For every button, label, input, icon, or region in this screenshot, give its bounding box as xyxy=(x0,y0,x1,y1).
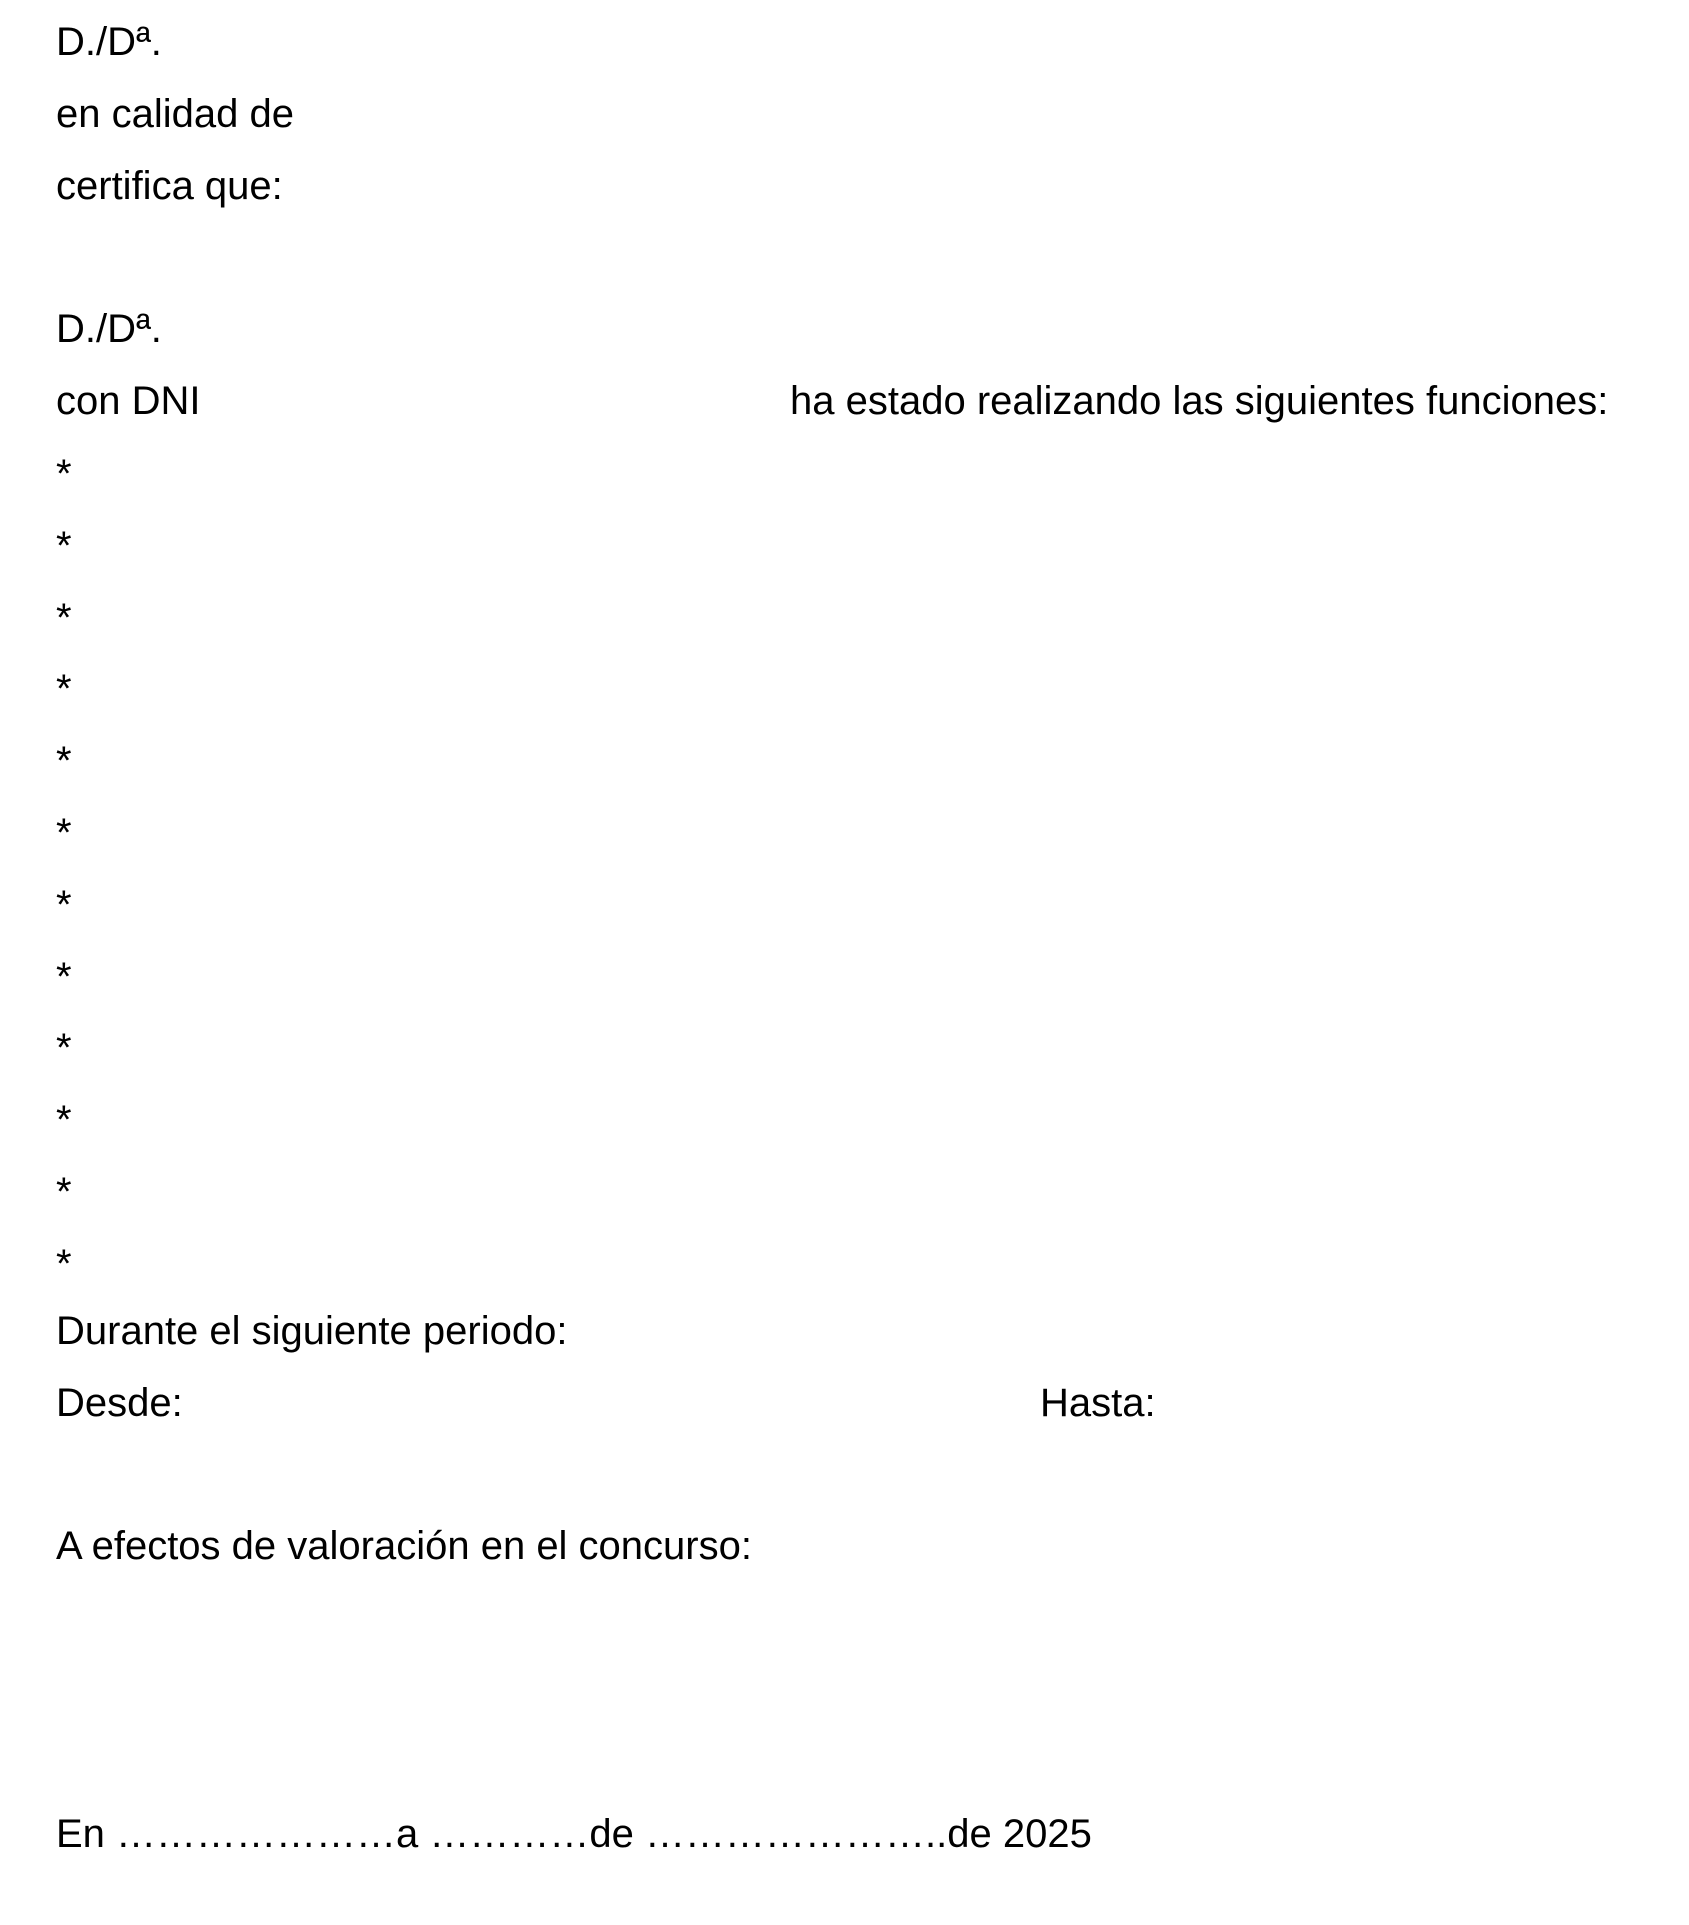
purpose-text: A efectos de valoración en el concurso: xyxy=(56,1524,752,1568)
function-bullet: * xyxy=(56,667,72,711)
function-bullet: * xyxy=(56,452,72,496)
period-from-label: Desde: xyxy=(56,1381,183,1425)
signature-place-date-line: En …………………a …………de …………………..de 2025 xyxy=(56,1812,1092,1856)
function-bullet: * xyxy=(56,1242,72,1286)
function-bullet: * xyxy=(56,1026,72,1070)
function-bullet: * xyxy=(56,1098,72,1142)
certifier-capacity-label: en calidad de xyxy=(56,92,294,136)
certifier-name-label: D./Dª. xyxy=(56,20,162,64)
certifies-label: certifica que: xyxy=(56,164,283,208)
function-bullet: * xyxy=(56,596,72,640)
subject-name-label: D./Dª. xyxy=(56,307,162,351)
function-bullet: * xyxy=(56,811,72,855)
function-bullet: * xyxy=(56,524,72,568)
functions-intro: ha estado realizando las siguientes funciones: xyxy=(790,379,1609,423)
function-bullet: * xyxy=(56,1170,72,1214)
subject-dni-label: con DNI xyxy=(56,379,201,423)
function-bullet: * xyxy=(56,739,72,783)
period-to-label: Hasta: xyxy=(1040,1381,1156,1425)
function-bullet: * xyxy=(56,883,72,927)
period-intro: Durante el siguiente periodo: xyxy=(56,1309,568,1353)
function-bullet: * xyxy=(56,955,72,999)
